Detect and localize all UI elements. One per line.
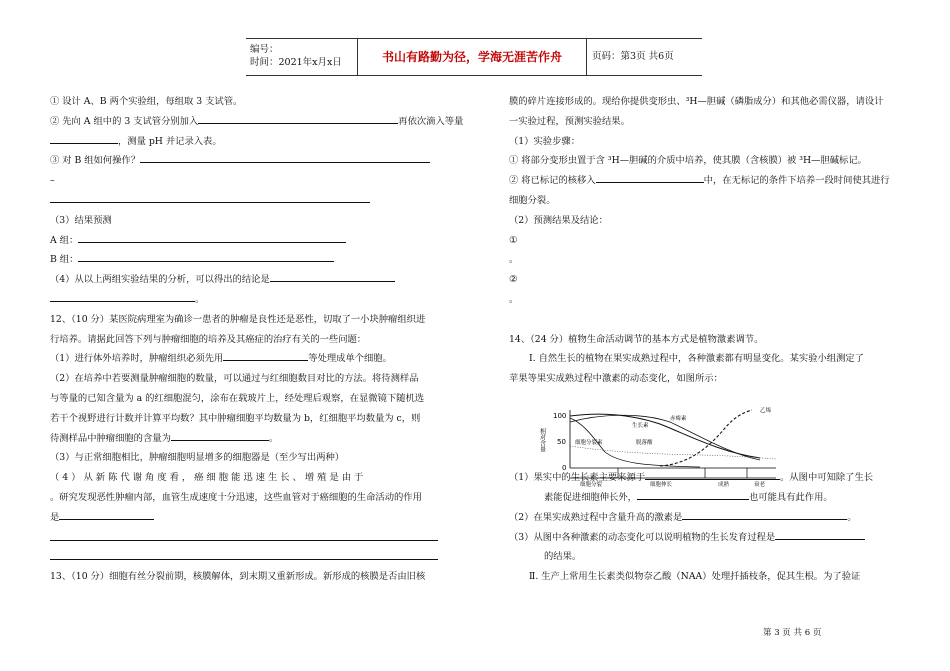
y-tick-label: 0 — [562, 464, 567, 472]
text-line: B 组： — [50, 250, 442, 270]
y-tick-label: 100 — [553, 412, 567, 420]
phase-label: 细胞分裂 — [580, 482, 603, 488]
answer-blank[interactable] — [59, 509, 154, 520]
text-line: 14、（24 分）植物生命活动调节的基本方式是植物激素调节。 — [509, 333, 764, 345]
text-line: （4）从新陈代谢角度看，癌细胞能迅速生长、增殖是由于 — [50, 472, 367, 484]
answer-blank[interactable] — [50, 547, 438, 560]
text-line: ③ 对 B 组如何操作？ — [50, 151, 442, 171]
text-line: 。研究发现恶性肿瘤内部，血管生成速度十分迅速，这些血管对于癌细胞的生命活动的作用 — [50, 491, 422, 503]
text-line: （1）果实中的生长素主要来源于 。从图中可知除了生长 — [509, 468, 901, 488]
answer-blank[interactable] — [50, 133, 118, 144]
text-line: 。 — [509, 254, 519, 266]
time-label: 时间：2021年x月x日 — [250, 57, 342, 68]
text-line: （2）预测结果及结论： — [509, 214, 608, 226]
text-line: 一实验过程，预测实验结果。 — [509, 115, 630, 127]
text-line: 与等量的已知含量为 a 的红细胞混匀，涂布在载玻片上，经处理后观察，在显微镜下随机选 — [50, 392, 425, 404]
text-line: （2）在果实成熟过程中含量升高的激素是 。 — [509, 508, 901, 528]
text-line: ② 将已标记的核移入 中，在无标记的条件下培养一段时间使其进行 — [509, 171, 901, 191]
page-footer: 第 3 页 共 6 页 — [763, 628, 822, 638]
answer-blank[interactable] — [50, 528, 438, 541]
text-line: Ⅱ. 生产上常用生长素类似物奈乙酸（NAA）处理扦插枝条，促其生根。为了验证 — [529, 571, 861, 583]
y-tick-label: 50 — [557, 438, 566, 446]
series-label-cytokinin: 细胞分裂素 — [575, 440, 603, 446]
answer-blank[interactable] — [223, 350, 308, 361]
text-line: 膜的碎片连接形成的。现给你提供变形虫、³H—胆碱（磷脂成分）和其他必需仪器，请设计 — [509, 96, 884, 107]
text-line: 待测样品中肿瘤细胞的含量为 。 — [50, 429, 442, 449]
answer-blank[interactable] — [140, 152, 430, 163]
text-line: 若干个视野进行计数并计算平均数？其中肿瘤细胞平均数量为 b，红细胞平均数量为 c，则 — [50, 412, 421, 424]
text-line: 的结果。 — [544, 551, 582, 563]
answer-blank[interactable] — [171, 430, 269, 441]
text-line: （2）在培养中若要测量肿瘤细胞的数量，可以通过与红细胞数目对比的方法。将待测样品 — [50, 373, 419, 385]
text-line: 细胞分裂。 — [509, 194, 556, 206]
text-line: 行培养。请据此回答下列与肿瘤细胞的培养及其癌症的治疗有关的一些问题： — [50, 333, 367, 345]
left-column — [50, 92, 464, 587]
text-line: （1）进行体外培养时，肿瘤组织必须先用 等处理成单个细胞。 — [50, 349, 442, 369]
text-line: （3）与正常细胞相比，肿瘤细胞明显增多的细胞器是（至少写出两种） — [50, 452, 345, 464]
page-header — [246, 38, 702, 76]
series-label-abscisic: 脱落酸 — [636, 440, 653, 446]
abscisic-acid-curve — [570, 446, 776, 459]
text-line: （3）从图中各种激素的动态变化可以说明植物的生长发育过程是 — [509, 528, 901, 548]
text-line: Ⅰ. 自然生长的植物在果实成熟过程中，各种激素都有明显变化。某实验小组测定了 — [529, 353, 864, 365]
text-line: – — [50, 175, 55, 187]
answer-blank[interactable] — [78, 251, 334, 262]
answer-blank[interactable] — [270, 271, 395, 282]
series-label-gibberellin: 赤霉素 — [670, 416, 687, 422]
text-line: （1）实验步骤： — [509, 135, 580, 147]
text-line: ① — [509, 234, 518, 246]
text-line: 。 — [509, 293, 519, 305]
text-line — [50, 547, 442, 567]
answer-blank[interactable] — [637, 489, 749, 500]
phase-label: 成熟 — [718, 482, 730, 488]
text-line: ② — [509, 274, 518, 286]
text-line: ② 先向 A 组中的 3 支试管分别加入 再依次滴入等量 — [50, 112, 442, 132]
header-motto: 书山有路勤为径，学海无涯苦作舟 — [358, 39, 587, 75]
answer-blank[interactable] — [682, 509, 847, 520]
chart-ylabel: 相对含量 — [538, 428, 546, 452]
text-line — [50, 191, 442, 211]
right-column — [509, 92, 901, 587]
text-line: ① 设计 A、B 两个实验组，每组取 3 支试管。 — [50, 96, 243, 107]
answer-blank[interactable] — [775, 529, 865, 540]
text-line: 13、（10 分）细胞有丝分裂前期，核膜解体，到末期又重新形成。新形成的核膜是否由旧核 — [50, 571, 426, 583]
text-line: ① 将部分变形虫置于含 ³H—胆碱的介质中培养，使其膜（含核膜）被 ³H—胆碱标记。 — [509, 155, 867, 167]
answer-blank[interactable] — [78, 232, 346, 243]
phase-label: 衰老 — [754, 482, 766, 488]
series-label-auxin: 生长素 — [632, 423, 649, 429]
series-label-ethylene: 乙烯 — [760, 408, 772, 414]
text-line: 是 — [50, 508, 442, 528]
answer-blank[interactable] — [50, 291, 195, 302]
number-label: 编号： — [250, 44, 279, 55]
phase-label: 细胞伸长 — [650, 482, 673, 488]
header-page: 页码：第3页 共6页 — [592, 51, 674, 62]
text-line: ，测量 pH 并记录入表。 — [50, 132, 442, 152]
text-line: （3）结果预测 — [50, 214, 112, 226]
text-line — [50, 528, 442, 548]
text-line: 素能促进细胞伸长外， 也可能具有此作用。 — [509, 488, 901, 508]
text-line: A 组： — [50, 231, 442, 251]
answer-blank[interactable] — [198, 113, 398, 124]
answer-blank[interactable] — [596, 172, 704, 183]
text-line: 12、（10 分）某医院病理室为确诊一患者的肿瘤是良性还是恶性，切取了一小块肿瘤组织进 — [50, 313, 426, 325]
text-line: （4）从以上两组实验结果的分析，可以得出的结论是 — [50, 270, 442, 290]
header-meta — [246, 39, 358, 75]
hormone-chart — [540, 406, 795, 490]
text-line: 。 — [50, 290, 442, 310]
answer-blank[interactable] — [50, 192, 370, 203]
text-line: 苹果等果实成熟过程中激素的动态变化，如图所示： — [509, 373, 723, 385]
